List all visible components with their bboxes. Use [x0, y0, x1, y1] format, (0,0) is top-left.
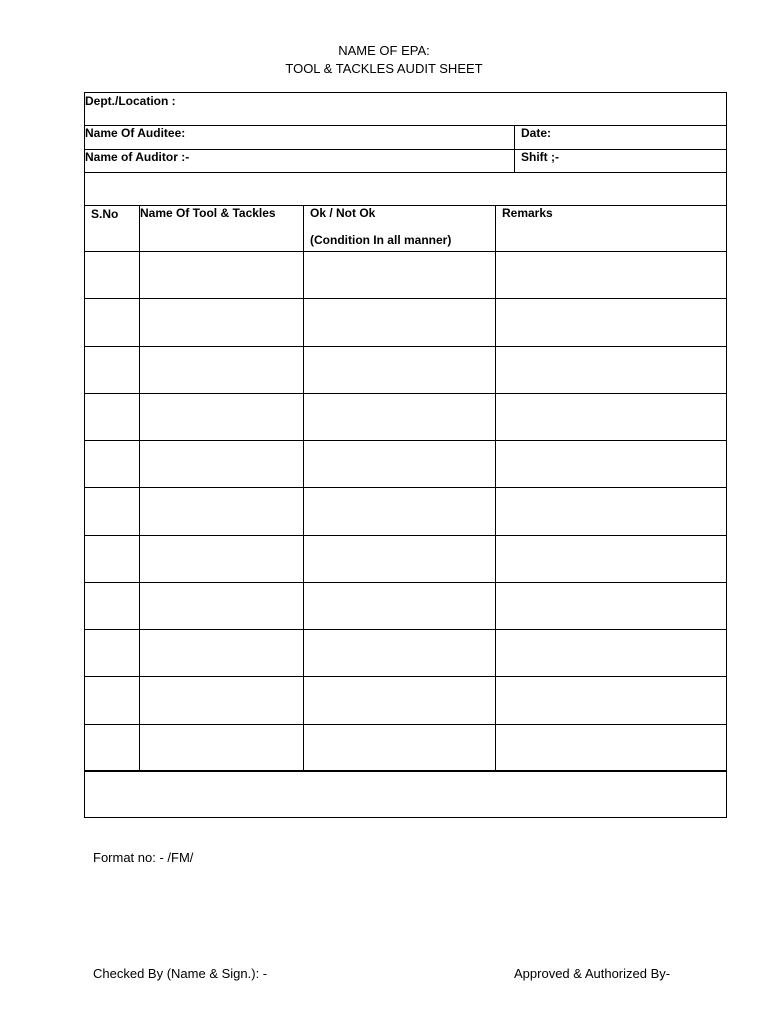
cell-remarks: [495, 582, 727, 630]
col-ok-sublabel: (Condition In all manner): [310, 233, 452, 247]
format-number: Format no: - /FM/: [93, 850, 194, 865]
dept-location-row: [84, 92, 727, 126]
epa-name-heading: NAME OF EPA:: [338, 43, 430, 58]
col-sno-label: S.No: [91, 207, 119, 221]
date-label: Date:: [521, 126, 552, 140]
cell-sno: [84, 346, 140, 394]
cell-sno: [84, 393, 140, 441]
cell-sno: [84, 487, 140, 536]
cell-ok-status: [303, 251, 496, 299]
shift-label: Shift ;-: [521, 150, 559, 164]
cell-ok-status: [303, 535, 496, 583]
cell-tool-name: [139, 251, 304, 299]
cell-remarks: [495, 629, 727, 677]
cell-tool-name: [139, 724, 304, 772]
cell-tool-name: [139, 676, 304, 725]
col-name-label: Name Of Tool & Tackles: [140, 206, 276, 220]
cell-ok-status: [303, 582, 496, 630]
cell-remarks: [495, 676, 727, 725]
cell-remarks: [495, 535, 727, 583]
cell-sno: [84, 724, 140, 772]
cell-ok-status: [303, 629, 496, 677]
cell-ok-status: [303, 724, 496, 772]
blank-row: [84, 172, 727, 206]
approved-by-label: Approved & Authorized By-: [514, 966, 671, 981]
col-remarks-label: Remarks: [502, 206, 553, 220]
cell-tool-name: [139, 535, 304, 583]
cell-remarks: [495, 298, 727, 347]
cell-remarks: [495, 251, 727, 299]
cell-remarks: [495, 487, 727, 536]
sheet-title: TOOL & TACKLES AUDIT SHEET: [285, 61, 483, 76]
cell-tool-name: [139, 629, 304, 677]
auditor-label: Name of Auditor :-: [85, 150, 190, 164]
cell-ok-status: [303, 346, 496, 394]
auditee-label: Name Of Auditee:: [85, 126, 186, 140]
cell-ok-status: [303, 440, 496, 488]
cell-sno: [84, 298, 140, 347]
cell-tool-name: [139, 298, 304, 347]
cell-sno: [84, 582, 140, 630]
cell-sno: [84, 676, 140, 725]
cell-tool-name: [139, 487, 304, 536]
cell-ok-status: [303, 298, 496, 347]
cell-remarks: [495, 346, 727, 394]
col-ok-label: Ok / Not Ok: [310, 206, 376, 220]
cell-tool-name: [139, 346, 304, 394]
dept-location-label: Dept./Location :: [85, 94, 176, 108]
cell-remarks: [495, 393, 727, 441]
checked-by-label: Checked By (Name & Sign.): -: [93, 966, 268, 981]
cell-sno: [84, 629, 140, 677]
cell-remarks: [495, 724, 727, 772]
table-footer-row: [84, 770, 727, 818]
cell-sno: [84, 251, 140, 299]
cell-ok-status: [303, 393, 496, 441]
cell-ok-status: [303, 676, 496, 725]
cell-ok-status: [303, 487, 496, 536]
cell-remarks: [495, 440, 727, 488]
cell-tool-name: [139, 393, 304, 441]
cell-tool-name: [139, 582, 304, 630]
cell-sno: [84, 535, 140, 583]
cell-sno: [84, 440, 140, 488]
cell-tool-name: [139, 440, 304, 488]
